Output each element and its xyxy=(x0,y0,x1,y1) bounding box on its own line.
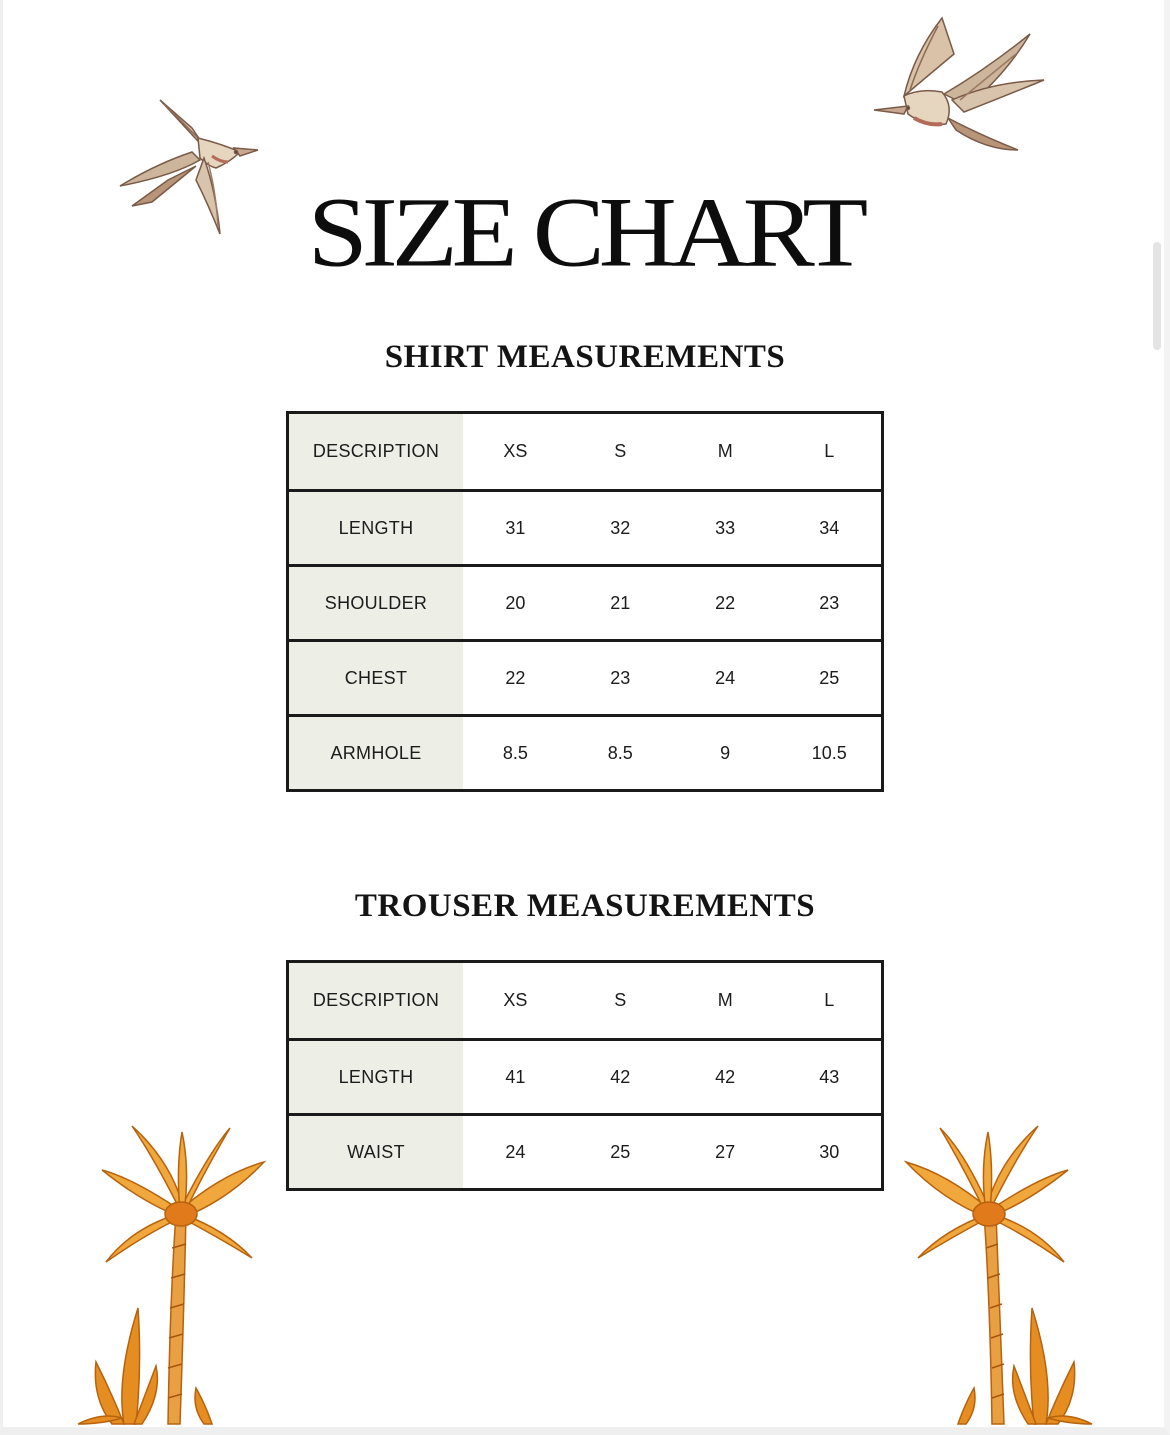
table-cell: 8.5 xyxy=(568,716,673,791)
table-cell: 25 xyxy=(568,1115,673,1190)
table-cell: 24 xyxy=(673,641,778,716)
header-cell: XS xyxy=(463,413,568,491)
header-cell: S xyxy=(568,413,673,491)
row-label: ARMHOLE xyxy=(288,716,464,791)
table-cell: 21 xyxy=(568,566,673,641)
table-cell: 33 xyxy=(673,491,778,566)
table-row xyxy=(288,1040,883,1115)
table-cell: 27 xyxy=(673,1115,778,1190)
page-title: SIZE CHART xyxy=(307,178,863,288)
table-cell: 24 xyxy=(463,1115,568,1190)
table-cell: 22 xyxy=(463,641,568,716)
table-row xyxy=(288,641,883,716)
row-label: SHOULDER xyxy=(288,566,464,641)
palm-tree-illustration xyxy=(72,1118,272,1428)
table-row xyxy=(288,716,883,791)
header-cell: DESCRIPTION xyxy=(288,413,464,491)
swallow-bird-illustration xyxy=(868,14,1048,159)
row-label: LENGTH xyxy=(288,491,464,566)
header-cell: L xyxy=(778,413,883,491)
shirt-size-table xyxy=(286,411,884,792)
table-cell: 43 xyxy=(778,1040,883,1115)
table-cell: 22 xyxy=(673,566,778,641)
table-header-row xyxy=(288,413,883,491)
table-row xyxy=(288,491,883,566)
table-cell: 41 xyxy=(463,1040,568,1115)
row-label: WAIST xyxy=(288,1115,464,1190)
header-cell: M xyxy=(673,413,778,491)
header-cell: M xyxy=(673,962,778,1040)
table-cell: 9 xyxy=(673,716,778,791)
header-cell: XS xyxy=(463,962,568,1040)
row-label: LENGTH xyxy=(288,1040,464,1115)
table-cell: 23 xyxy=(568,641,673,716)
table-cell: 42 xyxy=(673,1040,778,1115)
header-cell: DESCRIPTION xyxy=(288,962,464,1040)
header-cell: S xyxy=(568,962,673,1040)
palm-tree-illustration xyxy=(898,1118,1098,1428)
table-cell: 31 xyxy=(463,491,568,566)
table-cell: 34 xyxy=(778,491,883,566)
table-cell: 8.5 xyxy=(463,716,568,791)
table-cell: 20 xyxy=(463,566,568,641)
table-header-row xyxy=(288,962,883,1040)
trouser-section-heading: TROUSER MEASUREMENTS xyxy=(354,888,816,924)
table-cell: 23 xyxy=(778,566,883,641)
table-cell: 42 xyxy=(568,1040,673,1115)
header-cell: L xyxy=(778,962,883,1040)
table-cell: 30 xyxy=(778,1115,883,1190)
shirt-section-heading: SHIRT MEASUREMENTS xyxy=(384,339,786,375)
table-row xyxy=(288,1115,883,1190)
row-label: CHEST xyxy=(288,641,464,716)
table-cell: 25 xyxy=(778,641,883,716)
table-cell: 32 xyxy=(568,491,673,566)
table-cell: 10.5 xyxy=(778,716,883,791)
trouser-size-table xyxy=(286,960,884,1191)
table-row xyxy=(288,566,883,641)
